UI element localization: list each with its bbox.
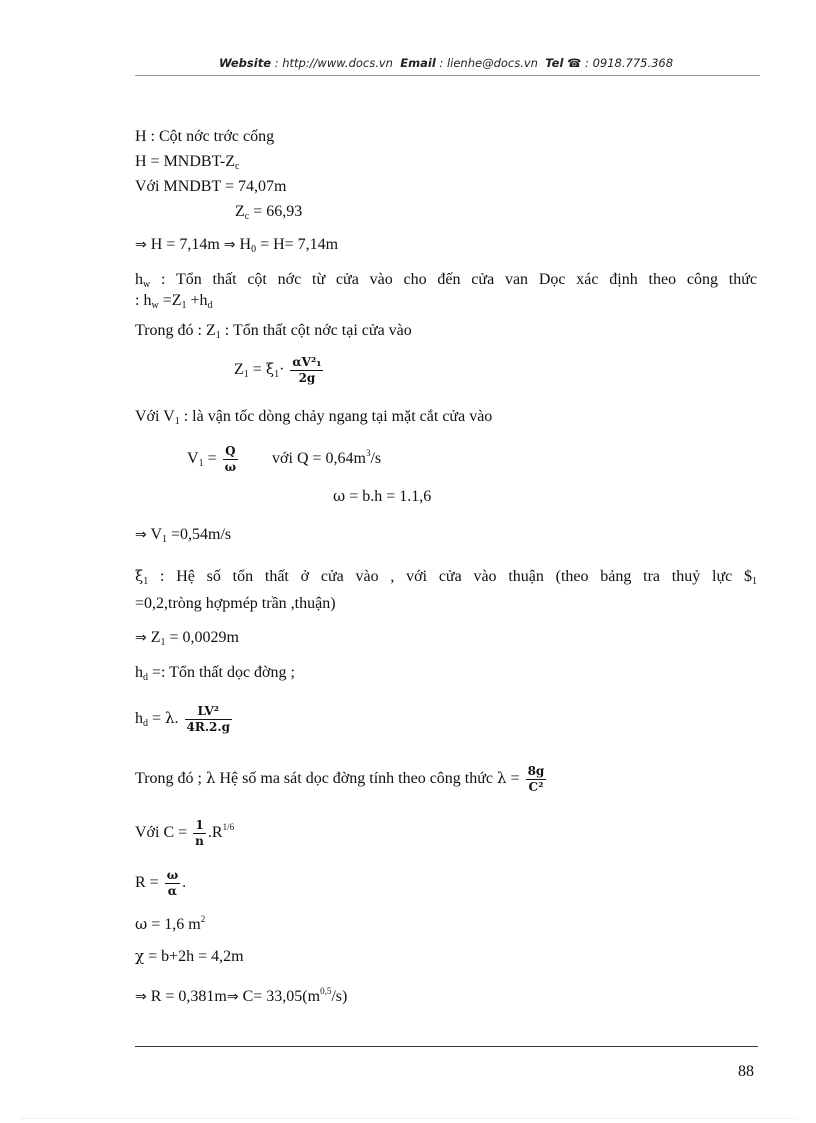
c-fraction: $\frac{1}{n}$ [195,818,204,848]
r-equation: R = $\frac{\omega}{\alpha}$ . [135,868,187,898]
implies-arrow-icon: ⇒ [135,237,147,253]
omega-equation-2: ω = 1,6 $m^2$ [135,914,206,933]
hw-definition: $h_w$ : Tổn thất cột nớc từ cửa vào cho đến cửa van Dọc xác định theo công thức : $h_w =Z_1 +h_d$ [135,271,757,311]
h-equation: H = MNDBT-$Z_c$ [135,153,240,172]
c-equation: Với C = $\frac{1}{n}$ $.R^{1/6}$ [135,818,235,848]
lambda-definition: Trong đó ; λ Hệ số ma sát dọc đờng tính theo công thức λ = $\frac{8g}{\text{C²}}$ [135,764,545,794]
implies-arrow-icon: ⇒ [226,989,239,1005]
h-definition: H : Cột nớc trớc cống [135,128,275,145]
lambda-fraction: $\frac{8g}{\text{C²}}$ [527,764,545,794]
footer-divider [135,1046,758,1047]
phone-icon: ☎ [567,56,582,70]
chi-equation: χ = b+2h = 4,2m [135,947,244,965]
email-address[interactable]: : lienhe@docs.vn [439,56,538,70]
implies-arrow-icon: ⇒ [135,630,147,646]
xi1-definition: $\xi_1$ : Hệ số tổn thất ở cửa vào , với cửa vào thuận (theo bảng tra thuỷ lực $\$_1$ =0,2,tròng hợpmép trần ,thuận) [135,567,757,612]
r-fraction: $\frac{\omega}{\alpha}$ [166,868,179,898]
v1-definition: Với $V_1$ : là vận tốc dòng chảy ngang tại mặt cắt cửa vào [135,408,493,427]
implies-arrow-icon: ⇒ [223,237,236,253]
z1-result: ⇒ $Z_1 = 0,0029m$ [135,629,239,648]
email-label: Email [400,56,436,70]
z1-equation: $Z_1 = \xi_1\cdot$ $\frac{\text{αV²₁}}{2g}$ [234,355,322,385]
tel-number: : 0918.775.368 [585,56,674,70]
v1-equation: $V_1$ = $\frac{Q}{\omega}$ với $Q = 0,64m^3/s$ [187,444,382,474]
h-result: ⇒ H = 7,14m ⇒ $H_0 = H= 7,14m$ [135,236,339,255]
z1-fraction: $\frac{\text{αV²₁}}{2g}$ [292,355,322,385]
page-header [135,56,757,70]
website-label: Website [218,56,272,70]
implies-arrow-icon: ⇒ [135,527,147,543]
mndbt-value: Với MNDBT = 74,07m [135,178,287,195]
z1-definition: Trong đó : $Z_1$ : Tổn thất cột nớc tại cửa vào [135,322,412,341]
hd-equation: $h_d = \lambda$. $\frac{\text{LV²}}{4R.2.g}$ [135,704,230,734]
omega-equation-1: ω = b.h = 1.1,6 [333,487,432,505]
page-number: 88 [738,1063,754,1080]
website-url[interactable]: : http://www.docs.vn [274,56,393,70]
implies-arrow-icon: ⇒ [135,989,147,1005]
r-result: ⇒ R = 0,381m⇒ $C= 33,05(m^{0,5}/s)$ [135,986,348,1005]
page-edge-dots [20,1118,796,1119]
tel-label: Tel [545,56,564,70]
hd-definition: $h_d$ =: Tổn thất dọc đờng ; [135,664,295,683]
header-divider [135,75,760,76]
v1-result: ⇒ $V_1 =0,54m/s$ [135,526,232,545]
v1-fraction: $\frac{Q}{\omega}$ [224,444,237,474]
hd-fraction: $\frac{\text{LV²}}{4R.2.g}$ [186,704,230,734]
zc-value: $Z_c = 66,93$ [235,203,303,222]
